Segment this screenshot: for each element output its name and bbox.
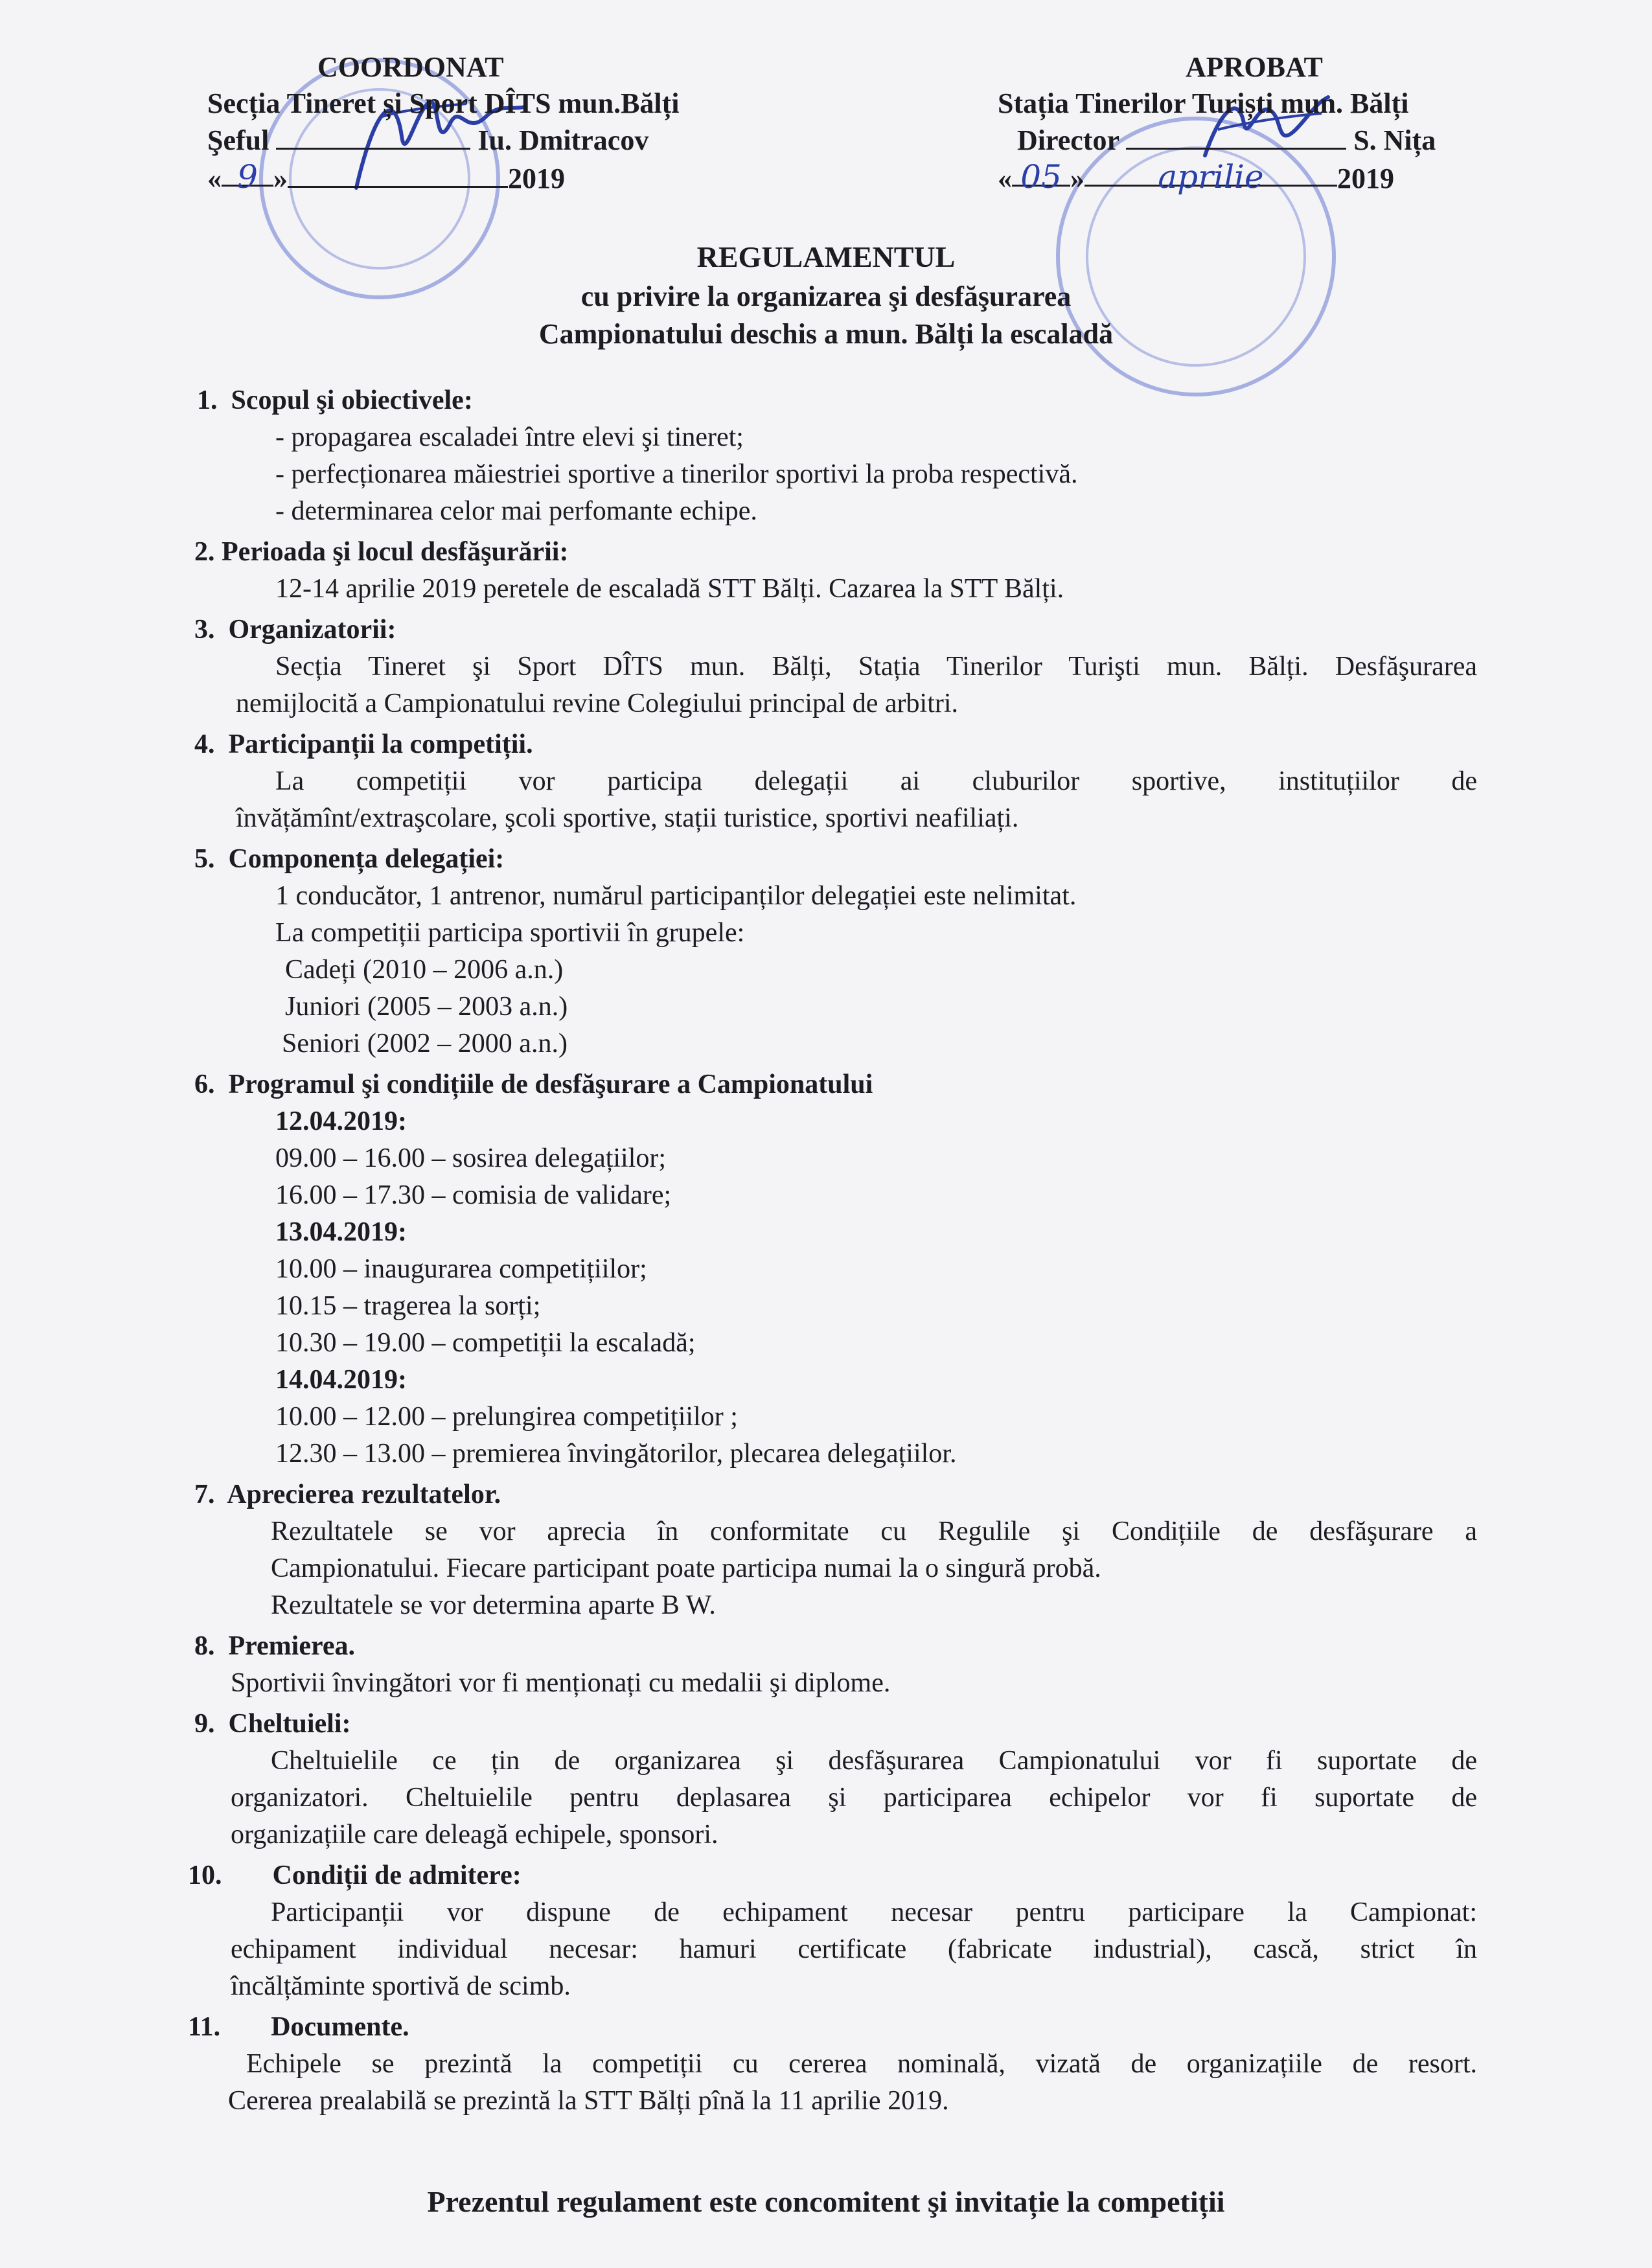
- section-5-text-1: 1 conducător, 1 antrenor, numărul participanților delegației este nelimitat.: [275, 881, 1077, 911]
- aprobat-role-line: [998, 122, 1490, 159]
- section-3-text-1: Secția Tineret şi Sport DÎTS mun. Bălți, Stația Tinerilor Turişti mun. Bălți. Desfăşurarea: [275, 652, 1477, 682]
- quote-open-left: «: [207, 163, 222, 194]
- aprobat-day: 05: [1020, 158, 1062, 196]
- list-item: - determinarea celor mai perfomante echipe.: [275, 496, 757, 526]
- document-subtitle-2: Campionatului deschis a mun. Bălți la escaladă: [538, 318, 1114, 350]
- section-11-text-1: Echipele se prezintă la competiții cu cererea nominală, vizată de organizațiile de resort.: [246, 2049, 1477, 2079]
- section-9-text-2: organizatori. Cheltuielile pentru deplasarea şi participarea echipelor vor fi suportate de: [231, 1783, 1477, 1813]
- section-10-text-2: echipament individual necesar: hamuri certificate (fabricate industrial), cască, strict în: [231, 1934, 1477, 1964]
- section-2-text: 12-14 aprilie 2019 peretele de escaladă STT Bălți. Cazarea la STT Bălți.: [275, 574, 1064, 604]
- section-7-text-1: Rezultatele se vor aprecia în conformitate cu Regulile şi Condițiile de desfăşurare a: [271, 1517, 1477, 1546]
- coordonat-role-line: [207, 122, 777, 159]
- quote-open-right: «: [998, 163, 1012, 194]
- coordonat-role: Şeful: [207, 124, 270, 156]
- aprobat-role: Director: [1017, 124, 1119, 156]
- signature-line-right: [1126, 122, 1346, 150]
- section-11-text-2: Cererea prealabilă se prezintă la STT Bălți pînă la 11 aprilie 2019.: [228, 2086, 949, 2116]
- document-subtitle-1: cu privire la organizarea şi desfăşurarea: [580, 281, 1072, 312]
- section-5-heading: 5. Componența delegației:: [194, 844, 505, 874]
- list-item: Cadeți (2010 – 2006 a.n.): [285, 955, 564, 985]
- list-item: - perfecționarea măiestriei sportive a tinerilor sportivi la proba respectivă.: [275, 459, 1078, 489]
- list-item: 09.00 – 16.00 – sosirea delegațiilor;: [275, 1143, 667, 1173]
- section-9-text-1: Cheltuielile ce țin de organizarea şi desfăşurarea Campionatului vor fi suportate de: [271, 1746, 1477, 1776]
- aprobat-heading: APROBAT: [1186, 51, 1323, 83]
- list-item: 10.00 – 12.00 – prelungirea competițiilor ;: [275, 1402, 738, 1432]
- section-10-heading: 10. Condiții de admitere:: [188, 1861, 522, 1890]
- regulation-body: [188, 382, 1477, 2120]
- footer-note: Prezentul regulament este concomitent şi invitație la competiții: [427, 2185, 1225, 2218]
- section-4-text-1: La competiții vor participa delegații ai cluburilor sportive, instituțiilor de: [275, 766, 1477, 796]
- aprobat-name: S. Nița: [1353, 124, 1436, 156]
- program-day-2: 13.04.2019:: [275, 1217, 407, 1247]
- coordonat-day: 9: [237, 158, 258, 196]
- section-9-heading: 9. Cheltuieli:: [194, 1709, 351, 1739]
- coordonat-name: Iu. Dmitracov: [477, 124, 649, 156]
- list-item: 12.30 – 13.00 – premierea învingătorilor, plecarea delegațiilor.: [275, 1439, 957, 1469]
- date-month-line-left: [288, 160, 508, 188]
- coordonat-year: 2019: [508, 163, 565, 194]
- section-3-heading: 3. Organizatorii:: [194, 615, 396, 645]
- signature-line-left: [276, 122, 470, 150]
- section-2-heading: 2. Perioada şi locul desfăşurării:: [194, 537, 569, 567]
- aprobat-month: aprilie: [1158, 158, 1264, 196]
- section-7-text-3: Rezultatele se vor determina aparte B W.: [271, 1590, 716, 1620]
- section-4-heading: 4. Participanții la competiții.: [194, 729, 533, 759]
- coordonat-date-line: [207, 159, 777, 197]
- section-8-text: Sportivii învingători vor fi menționați cu medalii şi diplome.: [231, 1668, 891, 1698]
- program-day-1: 12.04.2019:: [275, 1106, 407, 1136]
- list-item: 10.00 – inaugurarea competițiilor;: [275, 1254, 647, 1284]
- section-10-text-1: Participanții vor dispune de echipament necesar pentru participare la Campionat:: [271, 1897, 1477, 1927]
- list-item: - propagarea escaladei între elevi şi tineret;: [275, 422, 744, 452]
- section-10-text-3: încălțăminte sportivă de scimb.: [231, 1971, 571, 2001]
- section-1-heading: 1. Scopul şi obiectivele:: [197, 385, 473, 415]
- section-4-text-2: învățămînt/extraşcolare, şcoli sportive, stații turistice, sportivi neafiliați.: [236, 803, 1019, 833]
- aprobat-date-line: [998, 159, 1490, 197]
- list-item: Seniori (2002 – 2000 a.n.): [282, 1029, 568, 1059]
- aprobat-year: 2019: [1337, 163, 1394, 194]
- list-item: 10.30 – 19.00 – competiții la escaladă;: [275, 1328, 696, 1358]
- quote-close-left: »: [273, 163, 288, 194]
- header-coordonat: [207, 49, 777, 197]
- section-3-text-2: nemijlocită a Campionatului revine Colegiului principal de arbitri.: [236, 689, 959, 718]
- document-title: REGULAMENTUL: [696, 240, 956, 273]
- section-5-text-2: La competiții participa sportivii în grupele:: [275, 918, 745, 948]
- section-9-text-3: organizațiile care deleagă echipele, sponsori.: [231, 1820, 718, 1850]
- list-item: 16.00 – 17.30 – comisia de validare;: [275, 1180, 672, 1210]
- section-7-heading: 7. Aprecierea rezultatelor.: [194, 1480, 501, 1509]
- aprobat-org: Stația Tinerilor Turiști mun. Bălți: [998, 87, 1409, 119]
- coordonat-org: Secția Tineret și Sport DÎTS mun.Bălți: [207, 87, 680, 119]
- section-7-text-2: Campionatului. Fiecare participant poate participa numai la o singură probă.: [271, 1553, 1101, 1583]
- section-8-heading: 8. Premierea.: [194, 1631, 356, 1661]
- quote-close-right: »: [1070, 163, 1084, 194]
- list-item: Juniori (2005 – 2003 a.n.): [285, 992, 568, 1022]
- header-aprobat: [998, 49, 1490, 197]
- section-6-heading: 6. Programul şi condițiile de desfăşurare a Campionatului: [194, 1070, 873, 1099]
- program-day-3: 14.04.2019:: [275, 1365, 407, 1395]
- coordonat-heading: COORDONAT: [317, 51, 504, 83]
- section-11-heading: 11. Documente.: [188, 2012, 409, 2042]
- list-item: 10.15 – tragerea la sorți;: [275, 1291, 541, 1321]
